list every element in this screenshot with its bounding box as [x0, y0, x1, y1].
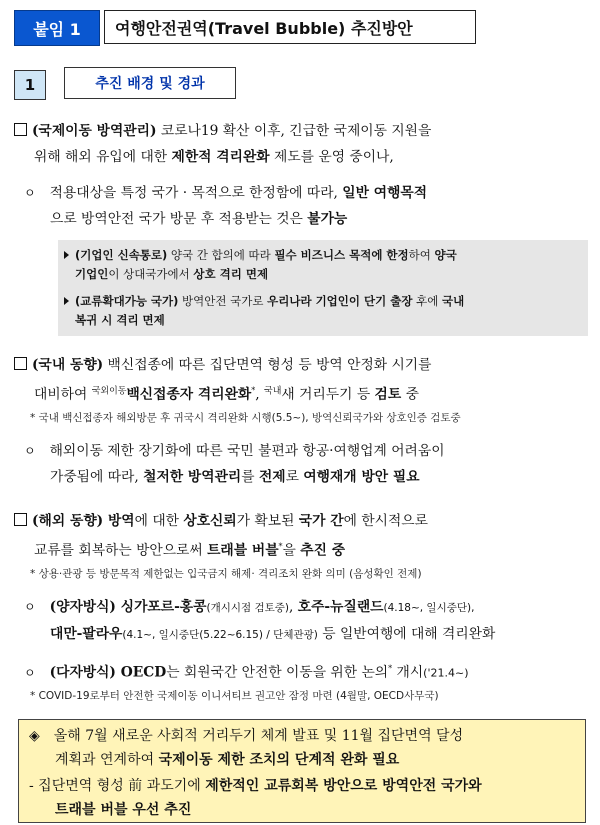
para-domestic-trend: (국내 동향) 백신접종에 따른 집단면역 형성 등 방역 안정화 시기를 대비하여 $^{국외이동}$백신접종자 격리완화*, $^{국내}$새 거리두기 등 검토 중 [14, 352, 594, 408]
circle-bullet: ㅇ [24, 444, 36, 458]
circle-bullet: ㅇ [24, 600, 36, 614]
grey-item-business-fasttrack: (기업인 신속통로) 양국 간 합의에 따라 필수 비즈니스 목적에 한정하여 양국 기업인이 상대국가에서 상호 격리 면제 [64, 246, 457, 284]
para-sub-bilateral: ㅇ (양자방식) 싱가포르-홍콩(개시시점 검토중), 호주-뉴질랜드(4.18~, 일시중단), 대만-팔라우(4.1~, 일시중단(5.22~6.15) / 단체관광) 등 일반여행에 대해 격리완화 [24, 599, 496, 642]
note-travel-bubble-meaning: * 상용·관광 등 방문목적 제한없는 입국금지 해제· 격리조치 완화 의미 (음성확인 전제) [30, 568, 422, 580]
diamond-bullet-icon: ◈ [29, 728, 40, 744]
para-overseas-trend: (해외 동향) 방역에 대한 상호신뢰가 확보된 국가 간에 한시적으로 교류를 회복하는 방안으로써 트래블 버블*을 추진 중 [14, 508, 594, 564]
triangle-bullet-icon [64, 251, 69, 259]
summary-box [18, 719, 586, 823]
attachment-tag: 붙임 1 [14, 10, 100, 46]
summary-line-1: ◈ 올해 7월 새로운 사회적 거리두기 체계 발표 및 11월 집단면역 달성 [29, 728, 464, 744]
section-number: 1 [14, 70, 46, 100]
grey-item-exchange-countries: (교류확대가능 국가) 방역안전 국가로 우리나라 기업인이 단기 출장 후에 국내 복귀 시 격리 면제 [64, 292, 464, 330]
note-vaccine-quarantine: * 국내 백신접종자 해외방문 후 귀국시 격리완화 시행(5.5~), 방역신뢰국가와 상호인증 검토중 [30, 412, 461, 424]
triangle-bullet-icon [64, 297, 69, 305]
checkbox-bullet [14, 513, 27, 526]
para-sub-multilateral: ㅇ (다자방식) OECD는 회원국간 안전한 이동을 위한 논의* 개시('21.4~) [24, 664, 469, 681]
note-oecd-initiative: * COVID-19로부터 안전한 국제이동 이니셔티브 권고안 잠정 마련 (4월말, OECD사무국) [30, 690, 439, 702]
summary-line-2: 계획과 연계하여 국제이동 제한 조치의 단계적 완화 필요 [55, 752, 400, 768]
para-international-quarantine: (국제이동 방역관리) 코로나19 확산 이후, 긴급한 국제이동 지원을 위해 해외 유입에 대한 제한적 격리완화 제도를 운영 중이나, [14, 118, 594, 170]
para-sub-travel-need: ㅇ 해외이동 제한 장기화에 따른 국민 불편과 항공·여행업계 어려움이 가중됨에 따라, 철저한 방역관리를 전제로 여행재개 방안 필요 [24, 443, 445, 485]
section-title: 추진 배경 및 경과 [64, 67, 236, 99]
checkbox-bullet [14, 123, 27, 136]
summary-line-4: 트래블 버블 우선 추진 [55, 802, 192, 818]
grey-info-box [58, 240, 588, 336]
checkbox-bullet [14, 357, 27, 370]
circle-bullet: ㅇ [24, 186, 36, 200]
para-sub-limitations: ㅇ 적용대상을 특정 국가 · 목적으로 한정함에 따라, 일반 여행목적 으로 방역안전 국가 방문 후 적용받는 것은 불가능 [24, 185, 428, 227]
summary-line-3: - 집단면역 형성 前 과도기에 제한적인 교류회복 방안으로 방역안전 국가와 [29, 778, 482, 794]
circle-bullet: ㅇ [24, 665, 36, 680]
document-title: 여행안전권역(Travel Bubble) 추진방안 [104, 10, 476, 44]
